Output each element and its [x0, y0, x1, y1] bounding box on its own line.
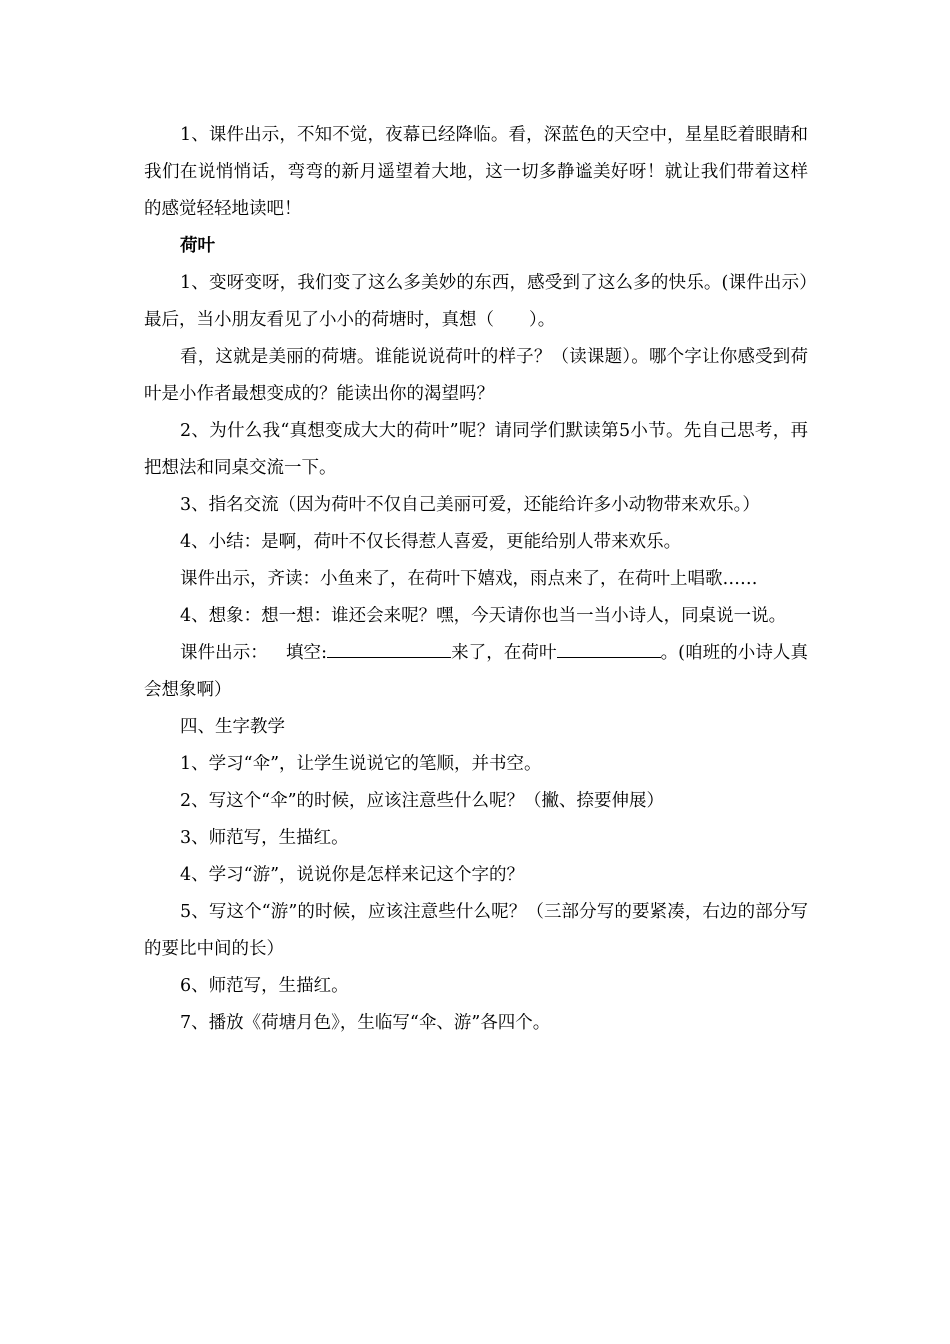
- paragraph-imagine: 4、想象：想一想：谁还会来呢？嘿，今天请你也当一当小诗人，同桌说一说。: [180, 606, 787, 626]
- paragraph-char-4: 4、学习“游”，说说你是怎样来记这个字的？: [180, 865, 525, 885]
- paragraph-step-3: 3、指名交流（因为荷叶不仅自己美丽可爱，还能给许多小动物带来欢乐。）: [180, 495, 760, 515]
- paragraph-fill-blank: [144, 635, 808, 709]
- paragraph-char-6: 6、师范写，生描红。: [180, 976, 349, 996]
- paragraph-char-3: 3、师范写，生描红。: [180, 828, 349, 848]
- document-body: [144, 117, 808, 1042]
- fill-middle-text: 来了，在荷叶: [451, 643, 557, 663]
- section-title-characters: 四、生字教学: [180, 717, 285, 737]
- paragraph-step-2: 2、为什么我“真想变成大大的荷叶”呢？请同学们默读第5小节。先自己思考，再把想法和同桌交流一下。: [144, 421, 808, 478]
- section-heading: 荷叶: [180, 236, 215, 256]
- paragraph-read-aloud: 课件出示，齐读：小鱼来了，在荷叶下嬉戏，雨点来了，在荷叶上唱歌……: [180, 569, 758, 589]
- paragraph-intro: 1、课件出示，不知不觉，夜幕已经降临。看，深蓝色的天空中，星星眨着眼睛和我们在说悄悄话，弯弯的新月遥望着大地，这一切多静谧美好呀！就让我们带着这样的感觉轻轻地读吧！: [144, 125, 808, 219]
- paragraph-summary: 4、小结：是啊，荷叶不仅长得惹人喜爱，更能给别人带来欢乐。: [180, 532, 682, 552]
- fill-blank-1: [327, 639, 451, 658]
- paragraph-char-7: 7、播放《荷塘月色》，生临写“伞、游”各四个。: [180, 1013, 551, 1033]
- paragraph-char-2: 2、写这个“伞”的时候，应该注意些什么呢？（撇、捺要伸展）: [180, 791, 665, 811]
- paragraph-look: 看，这就是美丽的荷塘。谁能说说荷叶的样子？（读课题）。哪个字让你感受到荷叶是小作者最想变成的？能读出你的渴望吗？: [144, 347, 808, 404]
- fill-end-text: 。(咱班的小诗人真会想象啊）: [144, 643, 809, 700]
- fill-prompt-label: 课件出示：: [180, 643, 268, 663]
- fill-instruction: 填空:: [285, 643, 327, 663]
- paragraph-char-5: 5、写这个“游”的时候，应该注意些什么呢？（三部分写的要紧凑，右边的部分写的要比中间的长）: [144, 902, 808, 959]
- fill-blank-2: [557, 639, 661, 658]
- paragraph-char-1: 1、学习“伞”，让学生说说它的笔顺，并书空。: [180, 754, 542, 774]
- paragraph-step-1: 1、变呀变呀，我们变了这么多美妙的东西，感受到了这么多的快乐。(课件出示）最后，当小朋友看见了小小的荷塘时，真想（ ）。: [144, 273, 808, 330]
